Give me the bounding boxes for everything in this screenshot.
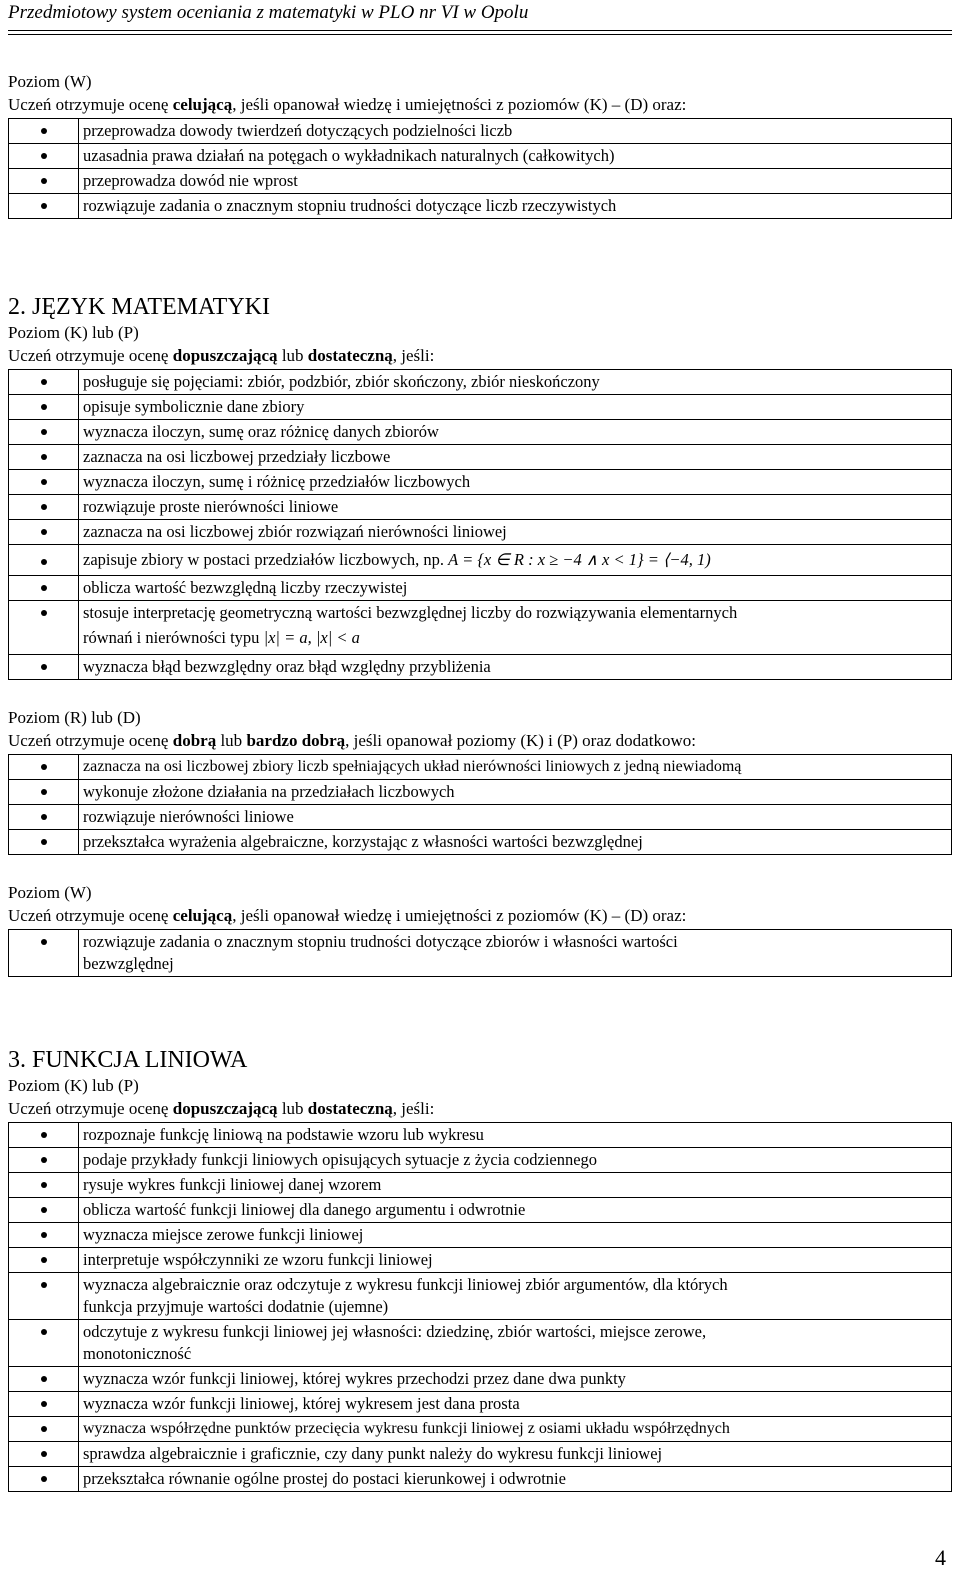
criteria-table <box>8 118 952 219</box>
criterion-text: stosuje interpretację geometryczną wartości bezwzględnej liczby do rozwiązywania elementarnych równań i nierówności typu |x| = a, |x| < a <box>79 601 952 655</box>
bullet-icon <box>41 814 47 820</box>
table-row <box>9 395 952 420</box>
level-heading: Poziom (K) lub (P) <box>8 323 139 342</box>
level-heading: Poziom (K) lub (P) <box>8 1076 139 1095</box>
criterion-text: rozwiązuje nierówności liniowe <box>79 805 952 830</box>
grade-intro: Uczeń otrzymuje ocenę dopuszczającą lub dostateczną, jeśli: <box>8 346 435 365</box>
criterion-text: rozpoznaje funkcję liniową na podstawie wzoru lub wykresu <box>79 1123 952 1148</box>
bullet-icon <box>41 1476 47 1482</box>
bullet-icon <box>41 178 47 184</box>
criterion-text: przeprowadza dowód nie wprost <box>79 169 952 194</box>
table-row <box>9 144 952 169</box>
table-row <box>9 1223 952 1248</box>
table-row <box>9 1392 952 1417</box>
criterion-text: przekształca równanie ogólne prostej do postaci kierunkowej i odwrotnie <box>79 1467 952 1492</box>
grade-intro: Uczeń otrzymuje ocenę celującą, jeśli opanował wiedzę i umiejętności z poziomów (K) – (D) oraz: <box>8 95 687 114</box>
level-heading: Poziom (R) lub (D) <box>8 708 141 727</box>
level-heading: Poziom (W) <box>8 883 92 902</box>
bullet-icon <box>41 1401 47 1407</box>
bullet-icon <box>41 1451 47 1457</box>
criterion-text: wyznacza błąd bezwzględny oraz błąd względny przybliżenia <box>79 655 952 680</box>
table-row <box>9 655 952 680</box>
criterion-text: wykonuje złożone działania na przedziałach liczbowych <box>79 780 952 805</box>
criteria-table <box>8 754 952 855</box>
bullet-icon <box>41 379 47 385</box>
sec2-block <box>8 293 952 977</box>
criterion-text: zaznacza na osi liczbowej zbiór rozwiązań nierówności liniowej <box>79 520 952 545</box>
table-row <box>9 520 952 545</box>
table-row <box>9 169 952 194</box>
bullet-icon <box>41 1232 47 1238</box>
bullet-icon <box>41 764 47 770</box>
criterion-text: zaznacza na osi liczbowej przedziały liczbowe <box>79 445 952 470</box>
criterion-text: rysuje wykres funkcji liniowej danej wzorem <box>79 1173 952 1198</box>
bullet-icon <box>41 1376 47 1382</box>
bullet-icon <box>41 429 47 435</box>
bullet-icon <box>41 1282 47 1288</box>
table-row <box>9 1198 952 1223</box>
criterion-text: oblicza wartość bezwzględną liczby rzeczywistej <box>79 576 952 601</box>
criterion-text: wyznacza algebraicznie oraz odczytuje z wykresu funkcji liniowej zbiór argumentów, dla których funkcja przyjmuje wartości dodatnie (ujemne) <box>79 1273 952 1320</box>
table-row <box>9 194 952 219</box>
criterion-text: wyznacza wzór funkcji liniowej, której wykresem jest dana prosta <box>79 1392 952 1417</box>
criterion-text: rozwiązuje zadania o znacznym stopniu trudności dotyczące zbiorów i własności wartości bezwzględnej <box>79 930 952 977</box>
criterion-text: wyznacza iloczyn, sumę oraz różnicę danych zbiorów <box>79 420 952 445</box>
grade-intro: Uczeń otrzymuje ocenę dopuszczającą lub dostateczną, jeśli: <box>8 1099 435 1118</box>
abs-formula: |x| = a, |x| < a <box>263 628 360 647</box>
table-row <box>9 1320 952 1367</box>
bullet-icon <box>41 1426 47 1432</box>
page-header: Przedmiotowy system oceniania z matematyki w PLO nr VI w Opolu <box>8 2 529 23</box>
table-row <box>9 1273 952 1320</box>
table-row <box>9 1467 952 1492</box>
bullet-icon <box>41 1257 47 1263</box>
criterion-text: posługuje się pojęciami: zbiór, podzbiór, zbiór skończony, zbiór nieskończony <box>79 370 952 395</box>
table-row <box>9 805 952 830</box>
table-row <box>9 576 952 601</box>
header-rule <box>8 30 952 35</box>
table-row <box>9 1442 952 1467</box>
sec3-block <box>8 1046 952 1492</box>
criterion-text: opisuje symbolicznie dane zbiory <box>79 395 952 420</box>
criterion-text: wyznacza iloczyn, sumę i różnicę przedziałów liczbowych <box>79 470 952 495</box>
bullet-icon <box>41 1132 47 1138</box>
bullet-icon <box>41 529 47 535</box>
bullet-icon <box>41 789 47 795</box>
table-row <box>9 545 952 576</box>
table-row <box>9 445 952 470</box>
page-number: 4 <box>935 1545 946 1570</box>
table-row <box>9 601 952 655</box>
table-row <box>9 1367 952 1392</box>
criterion-text: wyznacza miejsce zerowe funkcji liniowej <box>79 1223 952 1248</box>
bullet-icon <box>41 128 47 134</box>
criterion-text: wyznacza wzór funkcji liniowej, której wykres przechodzi przez dane dwa punkty <box>79 1367 952 1392</box>
bullet-icon <box>41 1182 47 1188</box>
bullet-icon <box>41 664 47 670</box>
table-row <box>9 1248 952 1273</box>
table-row <box>9 780 952 805</box>
criterion-text: podaje przykłady funkcji liniowych opisujących sytuacje z życia codziennego <box>79 1148 952 1173</box>
bullet-icon <box>41 939 47 945</box>
bullet-icon <box>41 404 47 410</box>
grade-intro: Uczeń otrzymuje ocenę celującą, jeśli opanował wiedzę i umiejętności z poziomów (K) – (D) oraz: <box>8 906 687 925</box>
table-row <box>9 370 952 395</box>
table-row <box>9 930 952 977</box>
criteria-table <box>8 369 952 680</box>
criterion-text: zaznacza na osi liczbowej zbiory liczb spełniających układ nierówności liniowych z jedną niewiadomą <box>79 755 952 780</box>
criteria-table <box>8 1122 952 1492</box>
level-heading: Poziom (W) <box>8 72 92 91</box>
bullet-icon <box>41 454 47 460</box>
grade-intro: Uczeń otrzymuje ocenę dobrą lub bardzo dobrą, jeśli opanował poziomy (K) i (P) oraz dodatkowo: <box>8 731 696 750</box>
bullet-icon <box>41 153 47 159</box>
bullet-icon <box>41 585 47 591</box>
sec1-level-w-block <box>8 70 952 219</box>
bullet-icon <box>41 559 47 565</box>
section-title: 2. JĘZYK MATEMATYKI <box>8 294 270 320</box>
criterion-text: interpretuje współczynniki ze wzoru funkcji liniowej <box>79 1248 952 1273</box>
table-row <box>9 495 952 520</box>
criterion-text: przekształca wyrażenia algebraiczne, korzystając z własności wartości bezwzględnej <box>79 830 952 855</box>
criterion-text: zapisuje zbiory w postaci przedziałów liczbowych, np. A = {x ∈ R : x ≥ −4 ∧ x < 1} = ⟨−4, 1) <box>79 545 952 576</box>
table-row <box>9 1417 952 1442</box>
bullet-icon <box>41 1207 47 1213</box>
set-formula: A = {x ∈ R : x ≥ −4 ∧ x < 1} = ⟨−4, 1) <box>448 550 711 569</box>
table-row <box>9 119 952 144</box>
bullet-icon <box>41 203 47 209</box>
table-row <box>9 470 952 495</box>
criterion-text: sprawdza algebraicznie i graficznie, czy dany punkt należy do wykresu funkcji liniowej <box>79 1442 952 1467</box>
criterion-text: uzasadnia prawa działań na potęgach o wykładnikach naturalnych (całkowitych) <box>79 144 952 169</box>
criterion-text: odczytuje z wykresu funkcji liniowej jej własności: dziedzinę, zbiór wartości, miejsce zerowe, monotoniczność <box>79 1320 952 1367</box>
criterion-text: wyznacza współrzędne punktów przecięcia wykresu funkcji liniowej z osiami układu współrzędnych <box>79 1417 952 1442</box>
bullet-icon <box>41 504 47 510</box>
bullet-icon <box>41 610 47 616</box>
bullet-icon <box>41 1329 47 1335</box>
table-row <box>9 830 952 855</box>
bullet-icon <box>41 479 47 485</box>
criterion-text: rozwiązuje zadania o znacznym stopniu trudności dotyczące liczb rzeczywistych <box>79 194 952 219</box>
table-row <box>9 1148 952 1173</box>
table-row <box>9 1173 952 1198</box>
criterion-text: rozwiązuje proste nierówności liniowe <box>79 495 952 520</box>
criteria-table <box>8 929 952 977</box>
table-row <box>9 1123 952 1148</box>
section-title: 3. FUNKCJA LINIOWA <box>8 1047 248 1073</box>
bullet-icon <box>41 1157 47 1163</box>
criterion-text: przeprowadza dowody twierdzeń dotyczących podzielności liczb <box>79 119 952 144</box>
bullet-icon <box>41 839 47 845</box>
criterion-text: oblicza wartość funkcji liniowej dla danego argumentu i odwrotnie <box>79 1198 952 1223</box>
table-row <box>9 755 952 780</box>
table-row <box>9 420 952 445</box>
